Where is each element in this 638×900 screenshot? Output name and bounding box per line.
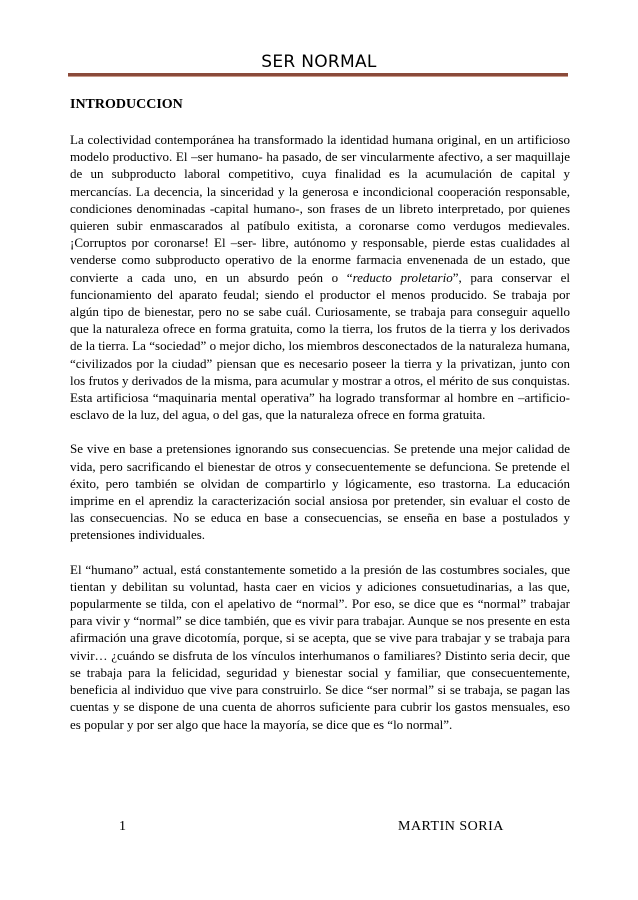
document-body <box>70 96 570 733</box>
paragraph-intro <box>70 131 570 423</box>
page-title: SER NORMAL <box>261 52 377 72</box>
header-divider <box>68 73 568 77</box>
paragraph-intro-text-end: ”, para conservar el funcionamiento del aparato feudal; siendo el productor el menos producido. Se trabaja por algún tipo de bienestar, pero no se sabe cuál. Curiosamente, se trabaja para conseguir aquello que la naturaleza ofrece en forma gratuita, como la tierra, los frutos de la tierra y los derivados de la tierra. La “sociedad” o mejor dicho, los miembros desconectados de la naturaleza humana, “civilizados por la ciudad” piensan que es necesario poseer la tierra y la privatizan, junto con los frutos y derivados de la misma, para acumular y mostrar a otros, el mérito de sus conquistas. Esta artificiosa “maquinaria mental operativa” ha logrado transformar al hombre en –artificio- esclavo de la luz, del agua, o del gas, que la naturaleza ofrece en forma gratuita. <box>70 269 570 423</box>
italic-phrase: reducto proletario <box>352 269 453 285</box>
paragraph-humano: El “humano” actual, está constantemente sometido a la presión de las costumbres sociales, que tientan y debilitan su voluntad, hasta caer en vicios y adiciones consuetudinarias, a las que, popularmente se tilda, con el apelativo de “normal”. Por eso, se dice que es “normal” trabajar para vivir y “normal” se dice también, que es vivir para trabajar. Aunque se nos presente en esta afirmación una grave dicotomía, porque, si se acepta, que se vive para trabajar y se trabaja para vivir… ¿cuándo se disfruta de los vínculos interhumanos o familiares? Distinto seria decir, que se trabaja para la felicidad, seguridad y bienestar social y familiar, que consecuentemente, beneficia al individuo que vive para construirlo. Se dice “ser normal” si se trabaja, se pagan las cuentas y se dispone de una cuenta de ahorros suficiente para cubrir los gastos mensuales, eso es popular y por ser algo que hace la mayoría, se dice que es “lo normal”. <box>70 561 570 732</box>
paragraph-pretensiones: Se vive en base a pretensiones ignorando sus consecuencias. Se pretende una mejor calidad de vida, pero sacrificando el bienestar de otros y consecuentemente se defunciona. Se pretende el éxito, pero también se olvidan de compartirlo y lógicamente, eso trastorna. La educación imprime en el aprendiz la caracterización social ansiosa por pretender, sin evaluar el costo de las consecuencias. No se educa en base a consecuencias, se enseña en base a postulados y pretensiones individuales. <box>70 441 570 543</box>
page-number: 1 <box>119 819 127 834</box>
paragraph-intro-text-start: La colectividad contemporánea ha transformado la identidad humana original, en un artificioso modelo productivo. El –ser humano- ha pasado, de ser vincularmente afectivo, a ser maquillaje de un subproducto laboral competitivo, cuya finalidad es la acumulación de capital y mercancías. La decencia, la sinceridad y la generosa e incondicional cooperación responsable, condiciones denominadas -capital humano-, son frases de un libreto interpretado, por quienes quieren subir enmascarados al patíbulo exitista, a coronarse como verdugos medievales. ¡Corruptos por coronarse! El –ser- libre, autónomo y responsable, pierde estas cualidades al venderse como subproducto operativo de la enorme farmacia envenenada de un estado, que convierte a cada uno, en un absurdo peón o “ <box>70 132 570 285</box>
author-name: MARTIN SORIA <box>398 819 504 834</box>
section-heading: INTRODUCCION <box>70 97 183 112</box>
